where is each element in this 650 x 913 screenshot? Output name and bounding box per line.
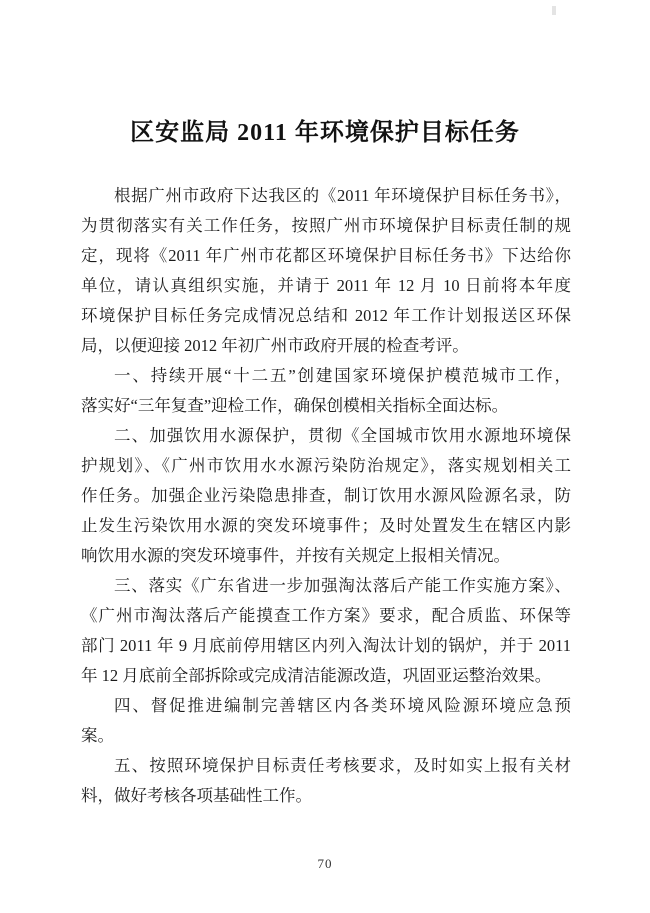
text-line: 作任务。加强企业污染隐患排查，制订饮用水源风险源名录，防 — [81, 486, 571, 505]
text-line: 为贯彻落实有关工作任务，按照广州市环境保护目标责任制的规 — [81, 216, 571, 235]
text-line: 四、督促推进编制完善辖区内各类环境风险源环境应急预 — [114, 696, 571, 715]
document-body — [81, 181, 571, 811]
page-number: 70 — [317, 856, 333, 871]
text-line: 根据广州市政府下达我区的《2011 年环境保护目标任务书》， — [114, 186, 571, 205]
text-line: 定，现将《2011 年广州市花都区环境保护目标任务书》下达给你 — [81, 246, 571, 265]
text-line: 止发生污染饮用水源的突发环境事件；及时处置发生在辖区内影 — [81, 516, 571, 535]
text-line: 《广州市淘汰落后产能摸查工作方案》要求，配合质监、环保等 — [81, 606, 571, 625]
text-line: 二、加强饮用水源保护，贯彻《全国城市饮用水源地环境保 — [114, 426, 571, 445]
text-line: 一、持续开展“十二五”创建国家环境保护模范城市工作， — [114, 366, 571, 385]
text-line: 三、落实《广东省进一步加强淘汰落后产能工作实施方案》、 — [114, 576, 571, 595]
text-line: 五、按照环境保护目标责任考核要求，及时如实上报有关材 — [114, 756, 571, 775]
text-line: 落实好“三年复查”迎检工作，确保创模相关指标全面达标。 — [81, 396, 509, 415]
text-line: 响饮用水源的突发环境事件，并按有关规定上报相关情况。 — [81, 546, 510, 565]
text-line: 案。 — [81, 726, 114, 745]
text-line: 局，以便迎接 2012 年初广州市政府开展的检查考评。 — [81, 336, 469, 355]
scan-artifact — [552, 6, 556, 15]
text-line: 部门 2011 年 9 月底前停用辖区内列入淘汰计划的锅炉，并于 2011 — [81, 636, 571, 655]
text-line: 年 12 月底前全部拆除或完成清洁能源改造，巩固亚运整治效果。 — [81, 666, 552, 685]
text-line: 单位，请认真组织实施，并请于 2011 年 12 月 10 日前将本年度 — [81, 276, 571, 295]
text-line: 料，做好考核各项基础性工作。 — [81, 786, 312, 805]
text-line: 护规划》、《广州市饮用水水源污染防治规定》，落实规划相关工 — [81, 456, 571, 475]
text-line: 环境保护目标任务完成情况总结和 2012 年工作计划报送区环保 — [81, 306, 571, 325]
document-title: 区安监局 2011 年环境保护目标任务 — [130, 120, 520, 146]
